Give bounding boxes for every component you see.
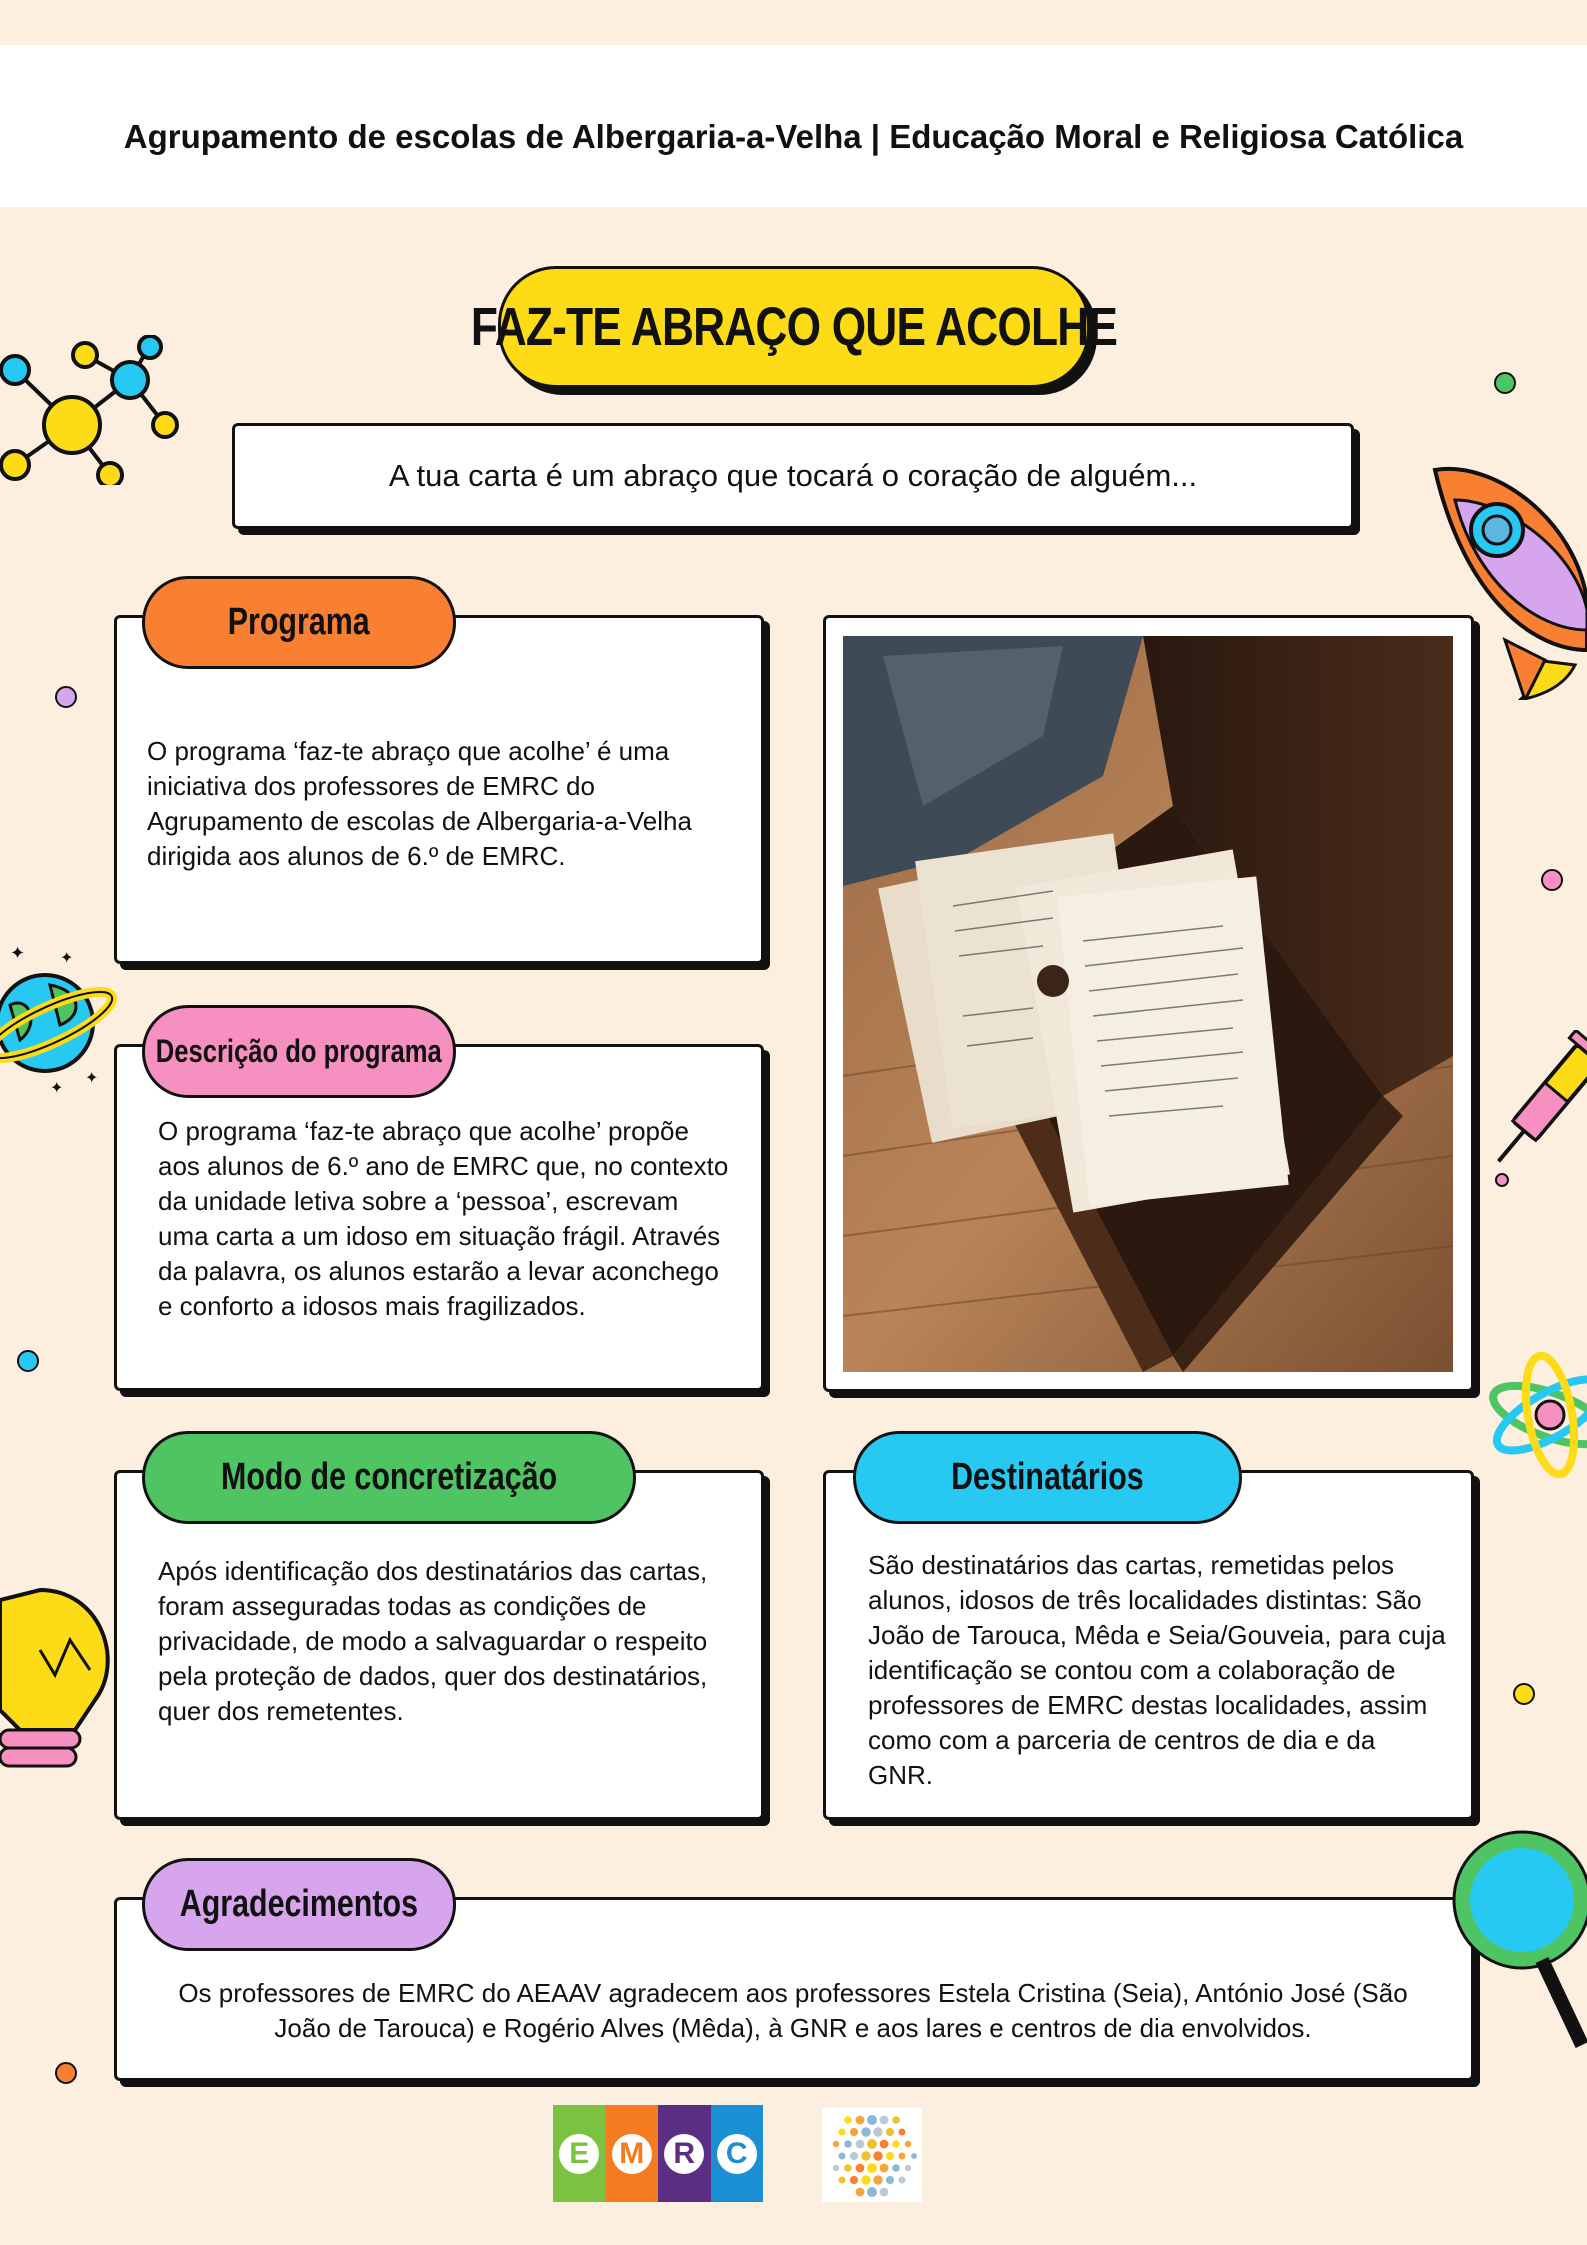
- subtitle-box: [232, 423, 1354, 529]
- destinatarios-heading: Destinatários: [951, 1456, 1144, 1498]
- logo-dot: [833, 2141, 839, 2147]
- emrc-logo-letter: C: [711, 2105, 764, 2202]
- destinatarios-text: São destinatários das cartas, remetidas pelos alunos, idosos de três localidades distintas: São João de Tarouca, Mêda e Seia/Gouveia, para cuja identificação se contou com a colaboração de professores de EMRC destas localidades, assim como com a parceria de centros de dia e da GNR.: [868, 1550, 1446, 1790]
- dot-pattern-logo: [822, 2108, 922, 2202]
- magnifier-icon: [1432, 1830, 1587, 2050]
- agradecimentos-text: Os professores de EMRC do AEAAV agradecem aos professores Estela Cristina (Seia), António José (São João de Tarouca) e Rogério Alves (Mêda), à GNR e aos lares e centros de dia envolvidos.: [178, 1978, 1408, 2043]
- logo-dot: [839, 2153, 846, 2160]
- logo-dot: [892, 2140, 900, 2148]
- logo-dot: [867, 2115, 877, 2125]
- logo-dot: [905, 2165, 911, 2171]
- programa-text: O programa ‘faz-te abraço que acolhe’ é uma iniciativa dos professores de EMRC do Agrupamento de escolas de Albergaria-a-Velha dirigida aos alunos de 6.º de EMRC.: [147, 736, 692, 871]
- logo-dot: [880, 2164, 889, 2173]
- logo-dot: [899, 2177, 906, 2184]
- logo-dot: [886, 2152, 894, 2160]
- logo-dot: [856, 2116, 865, 2125]
- decor-dot: [1513, 1683, 1535, 1705]
- logo-dot: [861, 2175, 870, 2184]
- descricao-heading-pill: [142, 1005, 456, 1098]
- logo-dot: [899, 2153, 906, 2160]
- logo-dot: [833, 2165, 839, 2171]
- header-text: Agrupamento de escolas de Albergaria-a-Velha | Educação Moral e Religiosa Católica: [123, 118, 1464, 155]
- logo-dot: [839, 2129, 846, 2136]
- letters-photo: [843, 636, 1453, 1372]
- syringe-icon: [1490, 1030, 1587, 1195]
- descricao-heading: Descrição do programa: [156, 1033, 442, 1069]
- svg-text:✦: ✦: [60, 950, 74, 967]
- molecule-icon: [0, 335, 185, 485]
- decor-dot: [55, 2062, 77, 2084]
- logo-dot: [873, 2175, 882, 2184]
- logo-dot: [856, 2164, 865, 2173]
- logo-dot: [873, 2127, 882, 2136]
- emrc-logo-letter: R: [658, 2105, 711, 2202]
- logo-dot: [873, 2151, 882, 2160]
- page-title: FAZ-TE ABRAÇO QUE ACOLHE: [470, 297, 1118, 357]
- logo-dot: [850, 2128, 858, 2136]
- decor-dot: [1541, 869, 1563, 891]
- logo-dot: [867, 2139, 877, 2149]
- svg-text:✦: ✦: [10, 945, 26, 963]
- modo-heading-pill: [142, 1431, 636, 1524]
- logo-dot: [880, 2116, 889, 2125]
- programa-heading-pill: [142, 576, 456, 669]
- subtitle-text: A tua carta é um abraço que tocará o coração de alguém...: [388, 458, 1198, 493]
- logo-dot: [905, 2141, 911, 2147]
- logo-dot: [839, 2177, 846, 2184]
- decor-dot: [55, 686, 77, 708]
- logo-dot: [850, 2152, 858, 2160]
- logo-dot: [856, 2140, 865, 2149]
- rocket-icon: [1425, 460, 1587, 700]
- lightbulb-icon: [0, 1570, 120, 1780]
- modo-heading: Modo de concretização: [220, 1456, 558, 1498]
- logo-dot: [844, 2140, 852, 2148]
- atom-icon: [1480, 1340, 1587, 1490]
- decor-dot: [1494, 372, 1516, 394]
- logo-dot: [892, 2116, 900, 2124]
- logo-dot: [856, 2188, 865, 2197]
- logo-dot: [861, 2127, 870, 2136]
- programa-heading: Programa: [228, 601, 370, 643]
- title-pill: [470, 266, 1118, 388]
- descricao-text: O programa ‘faz-te abraço que acolhe’ propõe aos alunos de 6.º ano de EMRC que, no contexto da unidade letiva sobre a ‘pessoa’, escrevam uma carta a um idoso em situação frágil. Através da palavra, os alunos estarão a levar aconchego e conforto a idosos mais fragilizados.: [158, 1116, 729, 1321]
- logo-dot: [911, 2153, 917, 2159]
- agradecimentos-heading-pill: [142, 1858, 456, 1951]
- logo-dot: [892, 2164, 900, 2172]
- logo-dot: [867, 2187, 877, 2197]
- logo-dot: [886, 2176, 894, 2184]
- logo-dot: [844, 2164, 852, 2172]
- emrc-logo-letter: E: [553, 2105, 606, 2202]
- logo-dot: [880, 2188, 889, 2197]
- emrc-logo-letter: M: [606, 2105, 659, 2202]
- logo-dot: [899, 2129, 906, 2136]
- logo-dot: [850, 2176, 858, 2184]
- modo-text: Após identificação dos destinatários das cartas, foram asseguradas todas as condições de privacidade, de modo a salvaguardar o respeito pela proteção de dados, quer dos destinatários, quer dos remetentes.: [158, 1556, 708, 1726]
- logo-dot: [861, 2151, 870, 2160]
- destinatarios-heading-pill: [853, 1431, 1242, 1524]
- logo-dot: [886, 2128, 894, 2136]
- logo-dot: [844, 2116, 852, 2124]
- logo-dot: [867, 2163, 877, 2173]
- svg-text:✦: ✦: [85, 1070, 99, 1087]
- decor-dot: [17, 1350, 39, 1372]
- svg-text:✦: ✦: [50, 1080, 64, 1095]
- agradecimentos-heading: Agradecimentos: [179, 1883, 419, 1925]
- emrc-logo: [553, 2105, 763, 2202]
- planet-icon: [0, 945, 125, 1095]
- logo-dot: [880, 2140, 889, 2149]
